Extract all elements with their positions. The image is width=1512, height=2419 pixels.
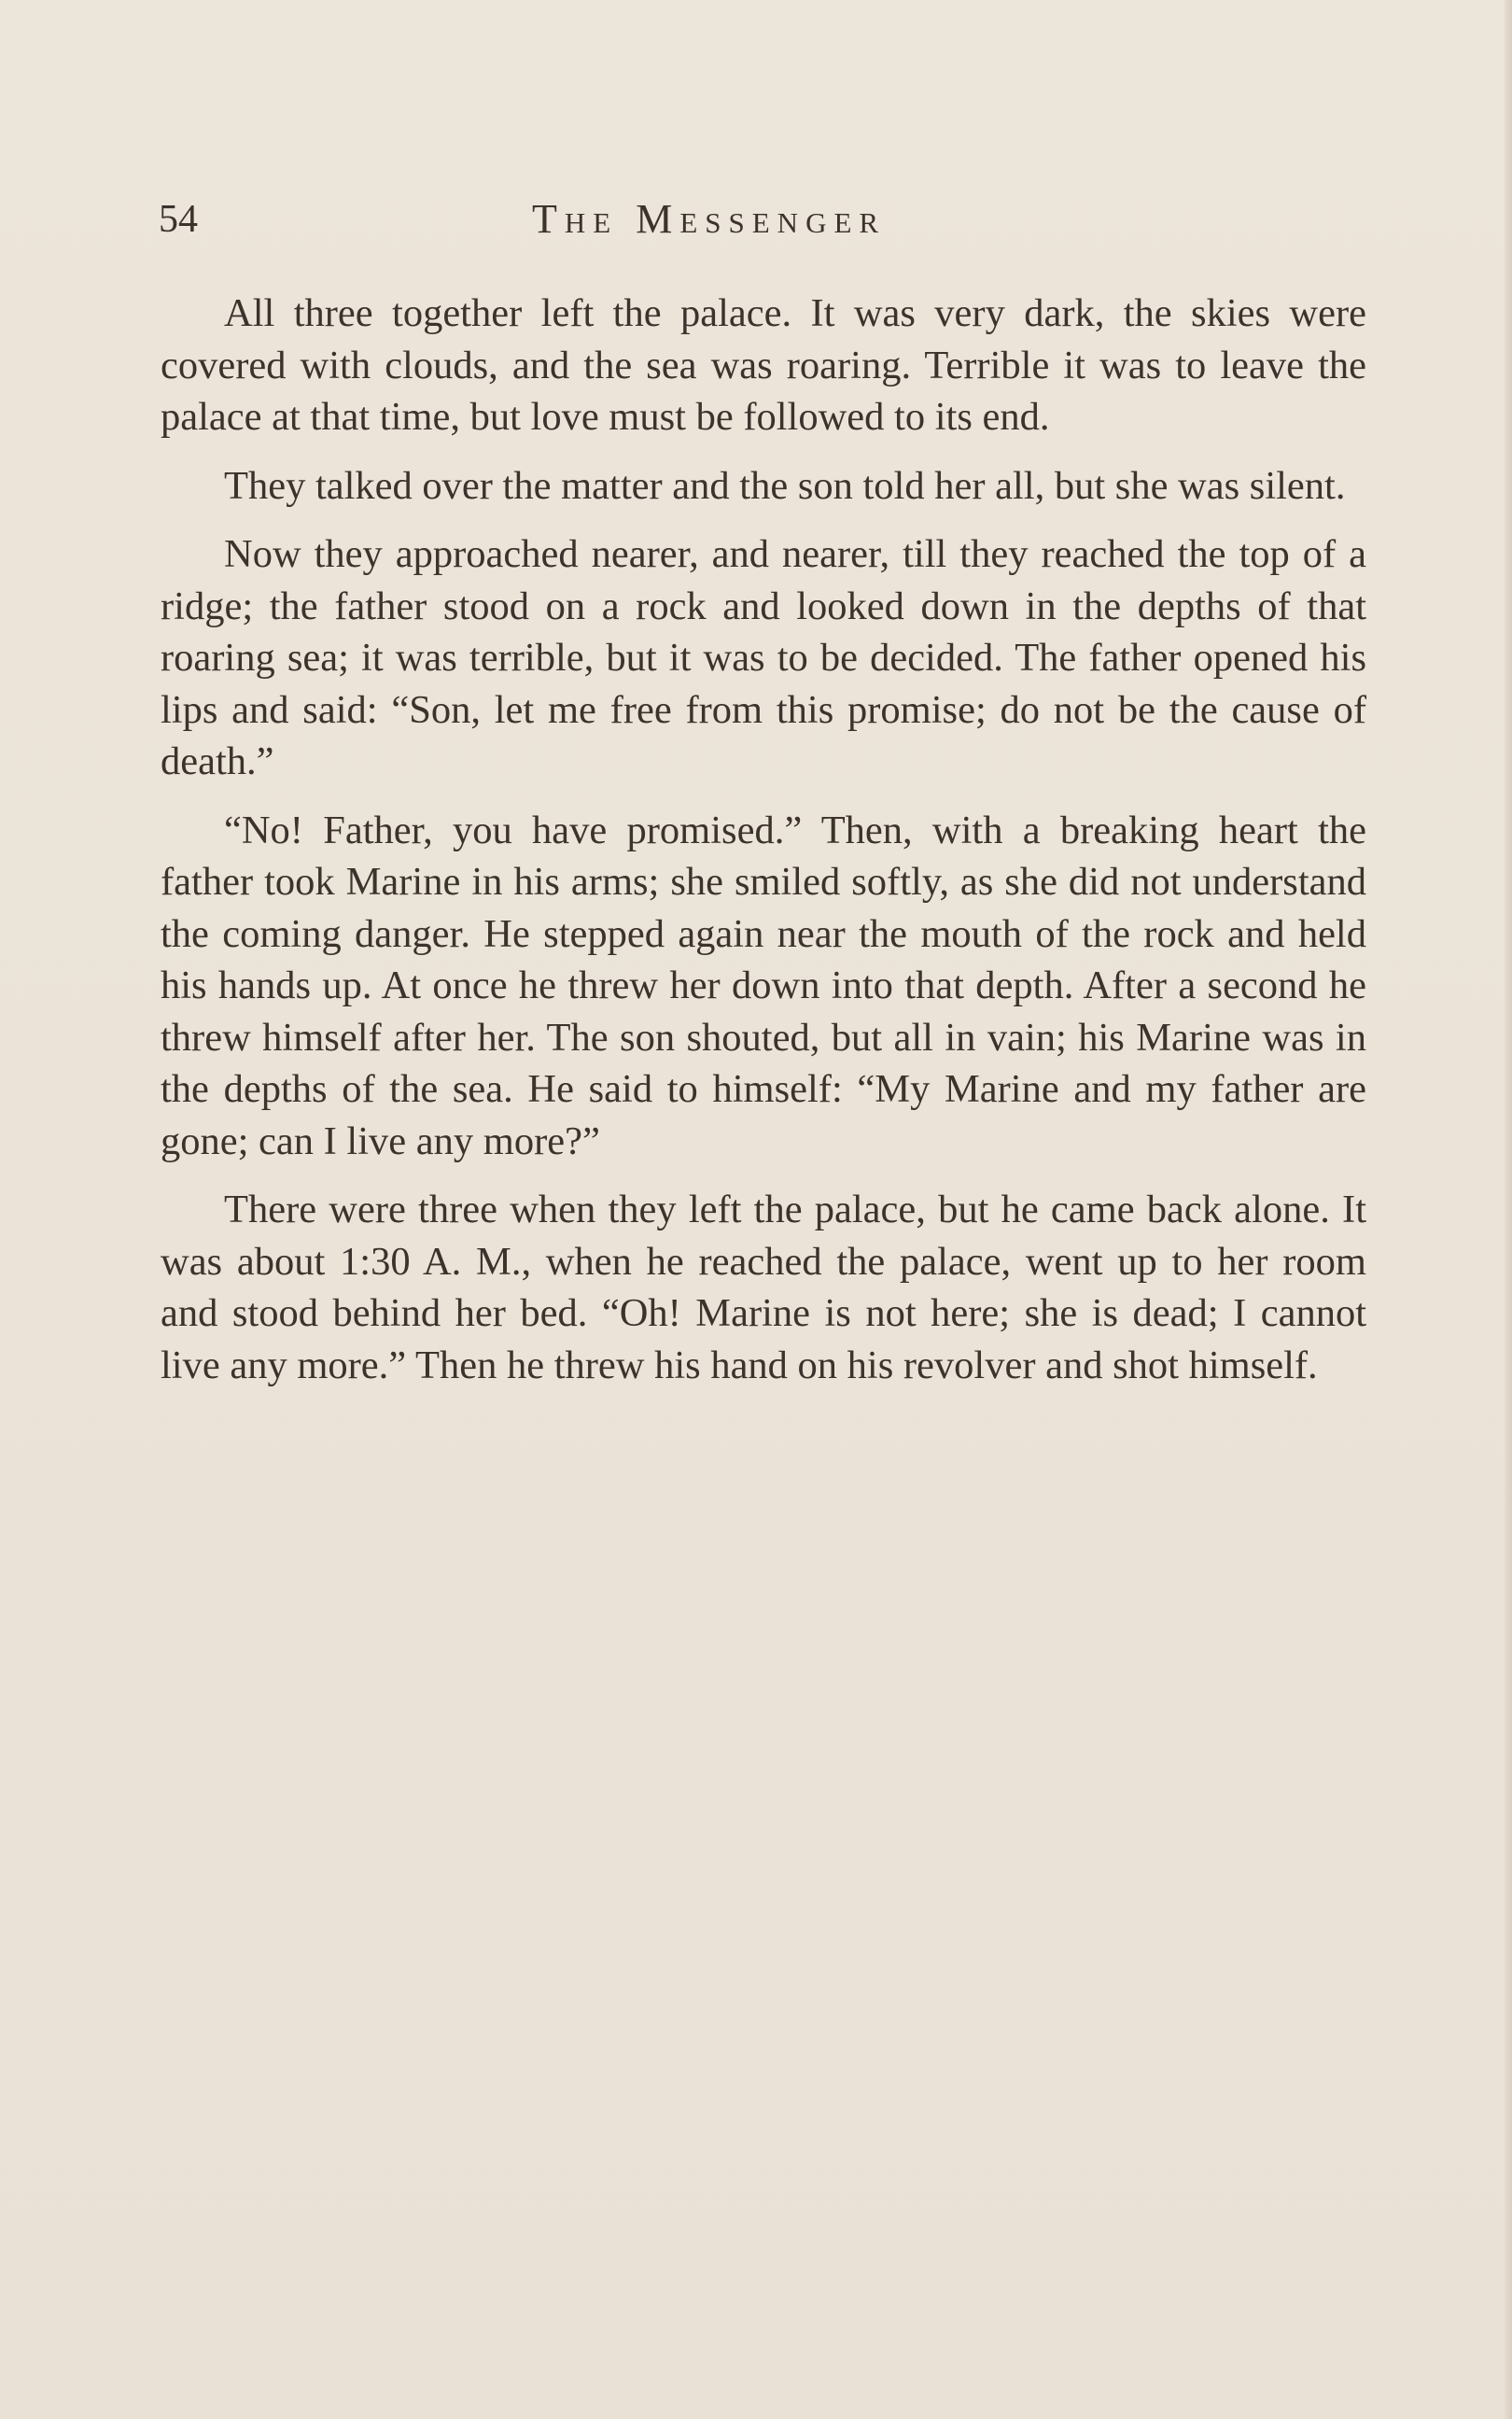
paragraph: “No! Father, you have promised.” Then, with a breaking heart the father took Marine in his arms; she smiled softly, as she did not understand the coming danger. He stepped again near the mouth of the rock and held his hands up. At once he threw her down into that depth. After a second he threw himself after her. The son shouted, but all in vain; his Marine was in the depths of the sea. He said to himself: “My Marine and my father are gone; can I live any more?” (161, 808, 1366, 1163)
paragraph: There were three when they left the palace, but he came back alone. It was about 1:30 A. M., when he reached the palace, went up to her room and stood behind her bed. “Oh! Marine is not here; she is dead; I cannot live any more.” Then he threw his hand on his revolver and shot himself. (161, 1188, 1366, 1387)
page-number: 54 (159, 198, 198, 241)
running-title: The Messenger (532, 196, 887, 242)
paragraph: Now they approached nearer, and nearer, till they reached the top of a ridge; the father stood on a rock and looked down in the depths of that roaring sea; it was terrible, but it was to be decided. The father opened his lips and said: “Son, let me free from this promise; do not be the cause of death.” (161, 532, 1366, 783)
paragraph: They talked over the matter and the son told her all, but she was silent. (224, 463, 1346, 508)
body-text (161, 288, 1366, 1408)
page-edge (1505, 0, 1512, 2419)
running-head (159, 191, 1372, 247)
paragraph: All three together left the palace. It was very dark, the skies were covered with clouds, and the sea was roaring. Terrible it was to leave the palace at that time, but love must be followed to its end. (161, 291, 1366, 439)
